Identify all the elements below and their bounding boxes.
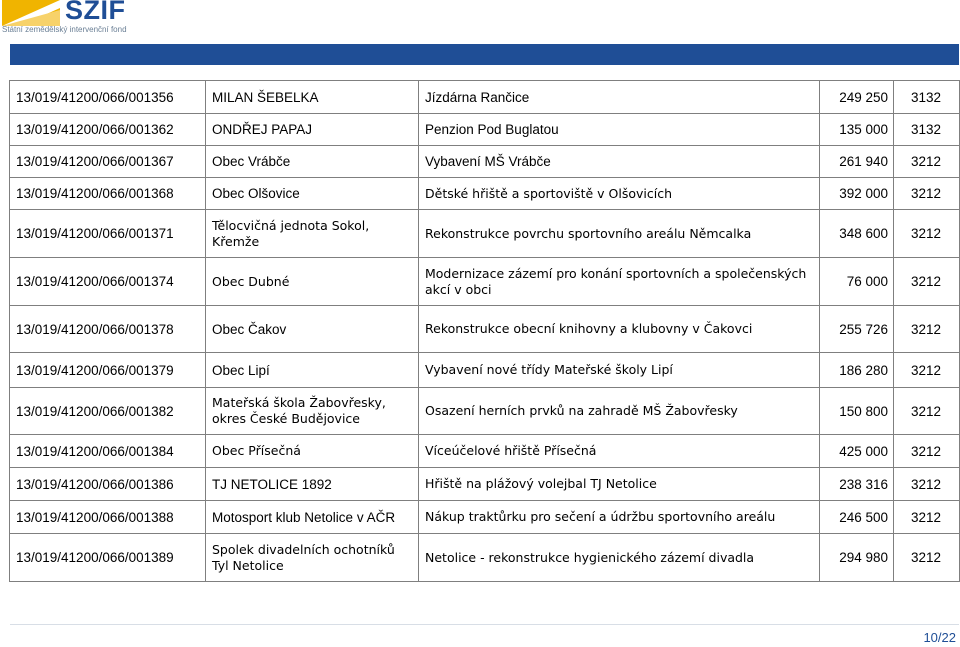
table-row xyxy=(10,501,960,534)
page-number: 10/22 xyxy=(923,630,956,645)
row-amount: 150 800 xyxy=(820,388,894,435)
row-project: Dětské hřiště a sportoviště v Olšovicích xyxy=(419,178,820,210)
row-id: 13/019/41200/066/001371 xyxy=(10,210,206,258)
logo-subtitle: Státní zemědělský intervenční fond xyxy=(2,25,127,34)
row-id: 13/019/41200/066/001367 xyxy=(10,146,206,178)
row-code: 3212 xyxy=(894,258,960,306)
row-project: Víceúčelové hřiště Přísečná xyxy=(419,435,820,468)
row-applicant: TJ NETOLICE 1892 xyxy=(206,468,419,501)
row-applicant: Obec Lipí xyxy=(206,353,419,388)
row-code: 3212 xyxy=(894,501,960,534)
row-project: Jízdárna Rančice xyxy=(419,81,820,114)
row-code: 3212 xyxy=(894,435,960,468)
logo-mark-icon xyxy=(2,0,60,26)
row-applicant: Motosport klub Netolice v AČR xyxy=(206,501,419,534)
row-id: 13/019/41200/066/001388 xyxy=(10,501,206,534)
row-amount: 76 000 xyxy=(820,258,894,306)
row-project: Rekonstrukce obecní knihovny a klubovny v Čakovci xyxy=(419,306,820,353)
header-bar xyxy=(10,44,959,65)
row-code: 3212 xyxy=(894,468,960,501)
row-applicant: Spolek divadelních ochotníků Tyl Netolice xyxy=(206,534,419,582)
row-id: 13/019/41200/066/001382 xyxy=(10,388,206,435)
records-table xyxy=(9,80,960,582)
row-amount: 392 000 xyxy=(820,178,894,210)
row-id: 13/019/41200/066/001379 xyxy=(10,353,206,388)
table-row xyxy=(10,388,960,435)
row-id: 13/019/41200/066/001378 xyxy=(10,306,206,353)
row-project: Netolice - rekonstrukce hygienického zázemí divadla xyxy=(419,534,820,582)
table-row xyxy=(10,210,960,258)
row-id: 13/019/41200/066/001368 xyxy=(10,178,206,210)
table-row xyxy=(10,178,960,210)
row-applicant: Mateřská škola Žabovřesky, okres České Budějovice xyxy=(206,388,419,435)
row-amount: 135 000 xyxy=(820,114,894,146)
row-code: 3212 xyxy=(894,146,960,178)
row-applicant: Tělocvičná jednota Sokol, Křemže xyxy=(206,210,419,258)
row-code: 3212 xyxy=(894,306,960,353)
logo-text: SZIF xyxy=(65,0,126,25)
row-code: 3212 xyxy=(894,388,960,435)
row-project: Rekonstrukce povrchu sportovního areálu Němcalka xyxy=(419,210,820,258)
row-amount: 348 600 xyxy=(820,210,894,258)
row-amount: 425 000 xyxy=(820,435,894,468)
table-row xyxy=(10,306,960,353)
table-row xyxy=(10,353,960,388)
row-amount: 249 250 xyxy=(820,81,894,114)
row-project: Osazení herních prvků na zahradě MŠ Žabovřesky xyxy=(419,388,820,435)
row-code: 3212 xyxy=(894,534,960,582)
table-row xyxy=(10,435,960,468)
row-applicant: Obec Přísečná xyxy=(206,435,419,468)
row-applicant: Obec Vrábče xyxy=(206,146,419,178)
row-applicant: Obec Olšovice xyxy=(206,178,419,210)
row-amount: 238 316 xyxy=(820,468,894,501)
row-project: Penzion Pod Buglatou xyxy=(419,114,820,146)
table-row xyxy=(10,534,960,582)
table-row xyxy=(10,468,960,501)
row-applicant: MILAN ŠEBELKA xyxy=(206,81,419,114)
row-code: 3212 xyxy=(894,178,960,210)
records-table-body xyxy=(10,81,960,582)
row-project: Nákup traktůrku pro sečení a údržbu sportovního areálu xyxy=(419,501,820,534)
row-amount: 261 940 xyxy=(820,146,894,178)
row-code: 3212 xyxy=(894,353,960,388)
row-applicant: ONDŘEJ PAPAJ xyxy=(206,114,419,146)
row-id: 13/019/41200/066/001362 xyxy=(10,114,206,146)
row-code: 3132 xyxy=(894,114,960,146)
row-amount: 294 980 xyxy=(820,534,894,582)
row-id: 13/019/41200/066/001384 xyxy=(10,435,206,468)
row-id: 13/019/41200/066/001356 xyxy=(10,81,206,114)
row-id: 13/019/41200/066/001389 xyxy=(10,534,206,582)
row-id: 13/019/41200/066/001374 xyxy=(10,258,206,306)
row-project: Vybavení nové třídy Mateřské školy Lipí xyxy=(419,353,820,388)
footer-divider xyxy=(10,624,959,625)
table-row xyxy=(10,81,960,114)
row-code: 3212 xyxy=(894,210,960,258)
row-applicant: Obec Čakov xyxy=(206,306,419,353)
row-project: Hřiště na plážový volejbal TJ Netolice xyxy=(419,468,820,501)
row-code: 3132 xyxy=(894,81,960,114)
row-applicant: Obec Dubné xyxy=(206,258,419,306)
row-project: Modernizace zázemí pro konání sportovních a společenských akcí v obci xyxy=(419,258,820,306)
table-row xyxy=(10,258,960,306)
table-row xyxy=(10,114,960,146)
table-row xyxy=(10,146,960,178)
row-id: 13/019/41200/066/001386 xyxy=(10,468,206,501)
row-amount: 255 726 xyxy=(820,306,894,353)
row-amount: 186 280 xyxy=(820,353,894,388)
row-project: Vybavení MŠ Vrábče xyxy=(419,146,820,178)
row-amount: 246 500 xyxy=(820,501,894,534)
